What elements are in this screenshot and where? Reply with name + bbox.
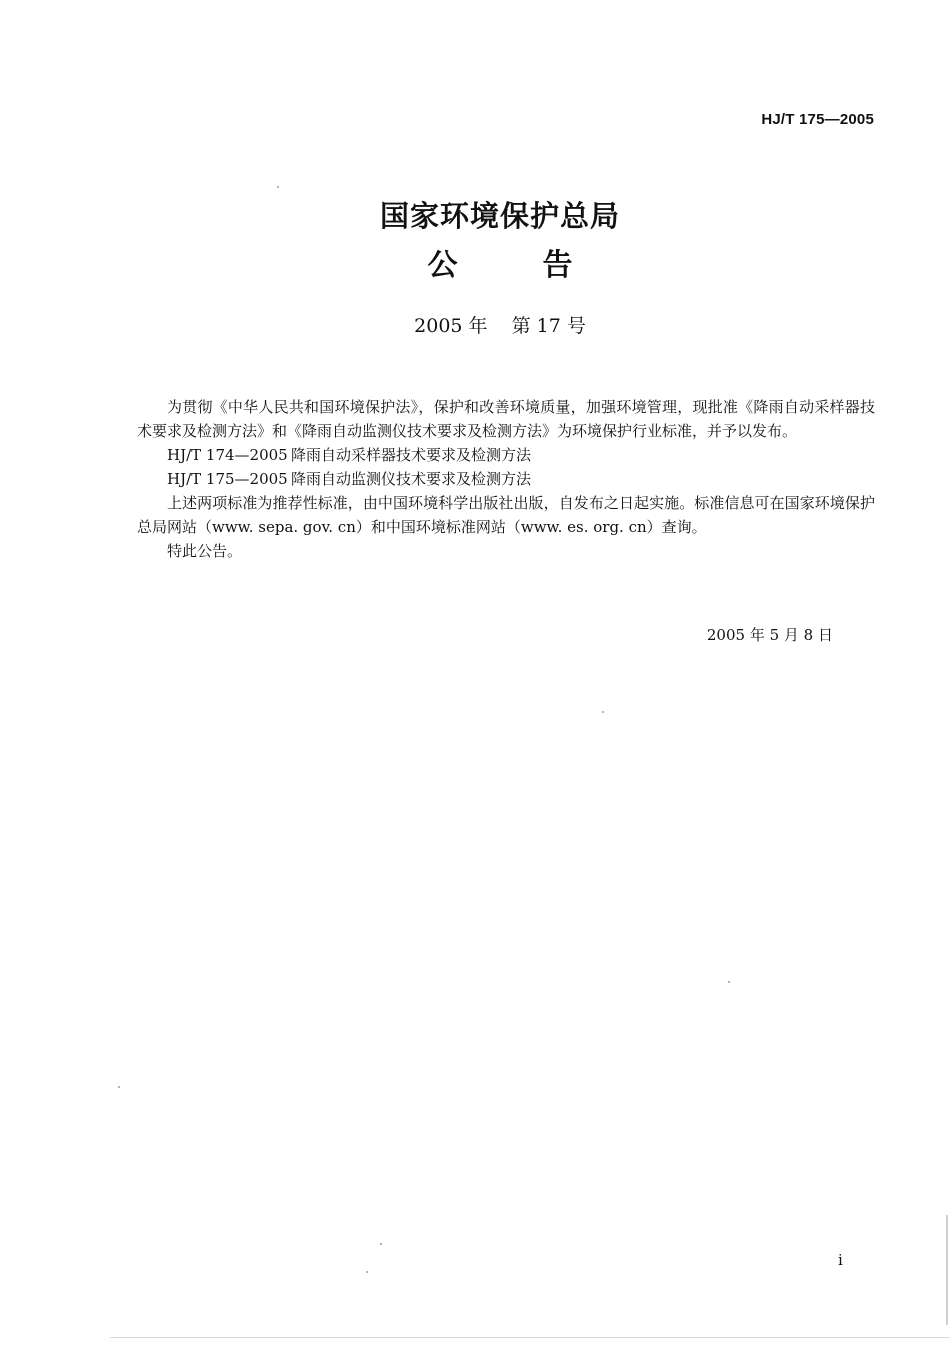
standard-title: 降雨自动监测仪技术要求及检测方法 (291, 470, 532, 488)
scan-speck (380, 1243, 382, 1245)
implementation-paragraph: 上述两项标准为推荐性标准，由中国环境科学出版社出版，自发布之日起实施。标准信息可在国家环境保护总局网站（www. sepa. gov. cn）和中国环境标准网站（www. es. org. cn）查询。 (137, 494, 875, 536)
scan-speck (366, 1271, 368, 1273)
scan-bottom-edge (110, 1337, 950, 1338)
standard-code-item: HJ/T 174—2005 (167, 446, 288, 464)
page-number: i (838, 1251, 843, 1269)
standard-title: 降雨自动采样器技术要求及检测方法 (291, 446, 532, 464)
scan-speck (602, 711, 604, 713)
scan-right-edge (946, 1215, 948, 1325)
notice-body (137, 395, 875, 563)
issue-year: 2005 年 (414, 315, 488, 337)
standard-item (137, 443, 875, 467)
standard-code: HJ/T 175—2005 (761, 111, 874, 128)
notice-heading (0, 240, 950, 284)
closing-line: 特此公告。 (167, 542, 243, 560)
notice-heading-left: 公 (427, 248, 458, 283)
issue-no: 第 17 号 (511, 315, 586, 337)
standard-item (137, 467, 875, 491)
standard-code-item: HJ/T 175—2005 (167, 470, 288, 488)
notice-heading-right: 告 (542, 248, 573, 283)
agency-title: 国家环境保护总局 (379, 199, 620, 233)
intro-paragraph: 为贯彻《中华人民共和国环境保护法》，保护和改善环境质量，加强环境管理，现批准《降雨自动采样器技术要求及检测方法》和《降雨自动监测仪技术要求及检测方法》为环境保护行业标准，并予以发布。 (137, 398, 875, 440)
notice-date: 2005 年 5 月 8 日 (706, 626, 833, 644)
scan-speck (277, 186, 279, 188)
issue-number (0, 311, 950, 338)
scan-speck (728, 981, 730, 983)
scan-speck (118, 1086, 120, 1088)
